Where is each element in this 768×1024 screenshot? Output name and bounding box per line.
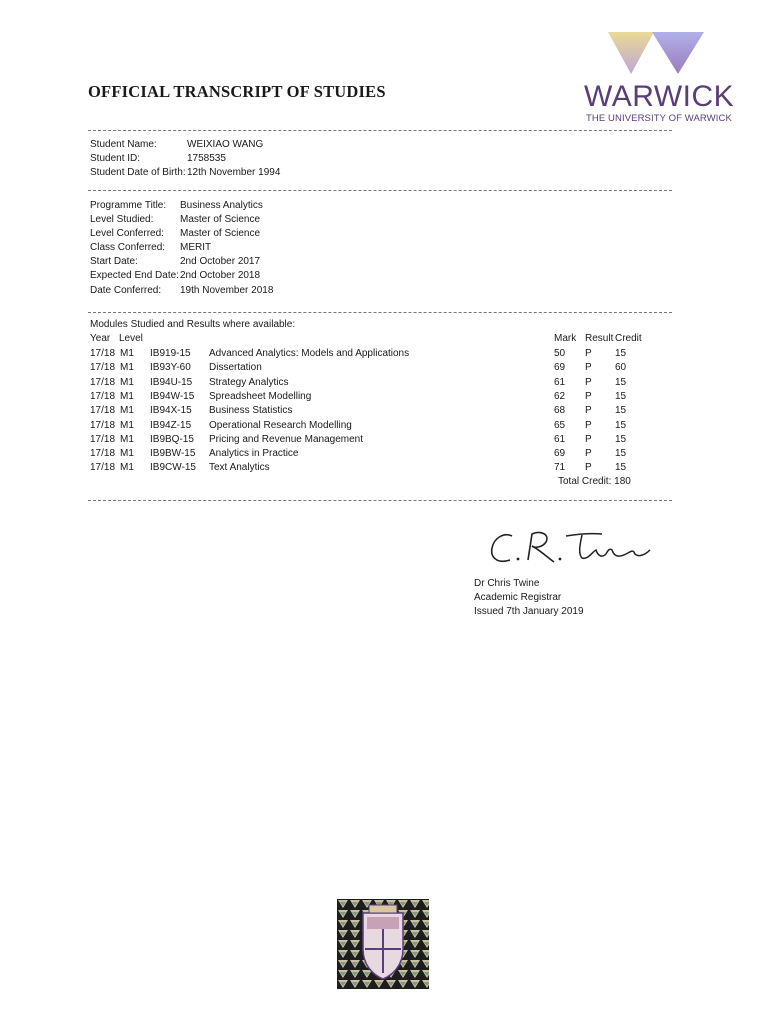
col-level: Level <box>119 333 143 344</box>
module-name: Strategy Analytics <box>209 377 289 388</box>
module-mark: 61 <box>554 434 566 445</box>
module-code: IB9CW-15 <box>150 462 196 473</box>
module-credit: 60 <box>615 362 627 373</box>
module-year: 17/18 <box>90 405 116 416</box>
student-name-value: WEIXIAO WANG <box>187 139 264 150</box>
module-credit: 15 <box>615 391 627 402</box>
module-result: P <box>585 377 592 388</box>
module-level: M1 <box>120 420 134 431</box>
module-name: Advanced Analytics: Models and Applications <box>209 348 410 359</box>
module-result: P <box>585 462 592 473</box>
programme-value: Master of Science <box>180 214 261 225</box>
module-name: Dissertation <box>209 362 262 373</box>
col-credit: Credit <box>615 333 642 344</box>
programme-label: Start Date: <box>90 256 138 267</box>
module-credit: 15 <box>615 434 627 445</box>
module-code: IB9BW-15 <box>150 448 196 459</box>
col-result: Result <box>585 333 614 344</box>
programme-label: Expected End Date: <box>90 270 179 281</box>
module-code: IB9BQ-15 <box>150 434 194 445</box>
document-title: OFFICIAL TRANSCRIPT OF STUDIES <box>88 82 386 101</box>
module-mark: 62 <box>554 391 566 402</box>
programme-label: Level Studied: <box>90 214 154 225</box>
module-name: Analytics in Practice <box>209 448 299 459</box>
programme-value: Master of Science <box>180 228 261 239</box>
signatory-role: Academic Registrar <box>474 592 562 603</box>
module-name: Pricing and Revenue Management <box>209 434 363 445</box>
module-result: P <box>585 448 592 459</box>
module-name: Text Analytics <box>209 462 270 473</box>
module-level: M1 <box>120 405 134 416</box>
programme-label: Date Conferred: <box>90 285 162 296</box>
module-credit: 15 <box>615 462 627 473</box>
student-id-label: Student ID: <box>90 153 141 164</box>
module-level: M1 <box>120 348 134 359</box>
module-credit: 15 <box>615 420 627 431</box>
university-seal-icon <box>337 899 429 989</box>
module-name: Business Statistics <box>209 405 293 416</box>
module-year: 17/18 <box>90 434 116 445</box>
col-mark: Mark <box>554 333 577 344</box>
programme-value: MERIT <box>180 242 212 253</box>
signature-scribble <box>486 526 662 572</box>
divider <box>88 500 672 501</box>
module-code: IB94U-15 <box>150 377 193 388</box>
module-result: P <box>585 434 592 445</box>
module-mark: 50 <box>554 348 566 359</box>
student-id-value: 1758535 <box>187 153 226 164</box>
module-year: 17/18 <box>90 448 116 459</box>
module-result: P <box>585 348 592 359</box>
total-credit: Total Credit: 180 <box>558 476 631 487</box>
module-level: M1 <box>120 391 134 402</box>
programme-value: 2nd October 2018 <box>180 270 261 281</box>
programme-label: Programme Title: <box>90 200 167 211</box>
module-code: IB919-15 <box>150 348 191 359</box>
module-mark: 71 <box>554 462 566 473</box>
programme-label: Class Conferred: <box>90 242 166 253</box>
module-credit: 15 <box>615 377 627 388</box>
module-mark: 65 <box>554 420 566 431</box>
programme-value: Business Analytics <box>180 200 263 211</box>
divider <box>88 312 672 313</box>
module-level: M1 <box>120 362 134 373</box>
modules-heading: Modules Studied and Results where available: <box>90 319 296 330</box>
module-result: P <box>585 391 592 402</box>
logo-subtitle: THE UNIVERSITY OF WARWICK <box>586 113 732 124</box>
module-name: Operational Research Modelling <box>209 420 352 431</box>
module-mark: 69 <box>554 362 566 373</box>
module-code: IB94Z-15 <box>150 420 192 431</box>
programme-value: 19th November 2018 <box>180 285 274 296</box>
module-year: 17/18 <box>90 420 116 431</box>
module-year: 17/18 <box>90 362 116 373</box>
signatory-name: Dr Chris Twine <box>474 578 540 589</box>
module-result: P <box>585 362 592 373</box>
module-mark: 61 <box>554 377 566 388</box>
module-year: 17/18 <box>90 462 116 473</box>
divider <box>88 130 672 131</box>
student-dob-label: Student Date of Birth: <box>90 167 186 178</box>
module-level: M1 <box>120 448 134 459</box>
logo-wordmark: WARWICK <box>584 80 735 113</box>
module-year: 17/18 <box>90 391 116 402</box>
module-year: 17/18 <box>90 348 116 359</box>
module-mark: 68 <box>554 405 566 416</box>
programme-label: Level Conferred: <box>90 228 164 239</box>
divider <box>88 190 672 191</box>
module-result: P <box>585 405 592 416</box>
module-level: M1 <box>120 462 134 473</box>
module-credit: 15 <box>615 448 627 459</box>
programme-value: 2nd October 2017 <box>180 256 261 267</box>
module-result: P <box>585 420 592 431</box>
module-code: IB94W-15 <box>150 391 195 402</box>
module-name: Spreadsheet Modelling <box>209 391 312 402</box>
col-year: Year <box>90 333 111 344</box>
student-name-label: Student Name: <box>90 139 157 150</box>
module-mark: 69 <box>554 448 566 459</box>
module-year: 17/18 <box>90 377 116 388</box>
module-level: M1 <box>120 434 134 445</box>
module-code: IB93Y-60 <box>150 362 191 373</box>
module-code: IB94X-15 <box>150 405 192 416</box>
module-credit: 15 <box>615 348 627 359</box>
module-credit: 15 <box>615 405 627 416</box>
student-dob-value: 12th November 1994 <box>187 167 281 178</box>
issue-date: Issued 7th January 2019 <box>474 606 584 617</box>
module-level: M1 <box>120 377 134 388</box>
warwick-chevron-icon <box>582 30 734 78</box>
